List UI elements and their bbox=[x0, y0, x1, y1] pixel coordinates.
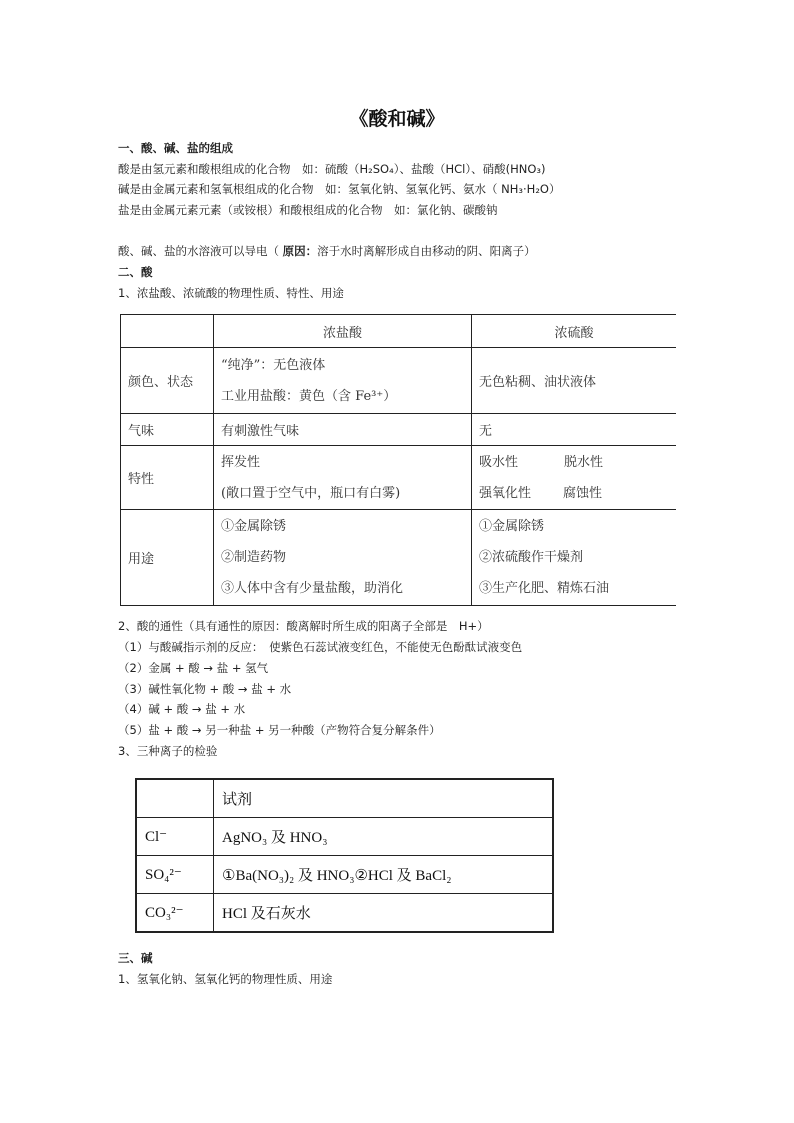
cell-text-line bbox=[479, 478, 669, 509]
acid-property-2: （2）金属 + 酸 → 盐 + 氢气 bbox=[118, 661, 269, 675]
cell-text: ①金属除锈 bbox=[221, 519, 287, 534]
table-row bbox=[121, 446, 677, 510]
header-cell-empty bbox=[121, 315, 214, 348]
section2-heading: 二、酸 bbox=[118, 265, 153, 279]
cell-text: ③人体中含有少量盐酸，助消化 bbox=[221, 581, 404, 596]
acid-property-5: （5）盐 + 酸 → 另一种盐 + 另一种酸（产物符合复分解条件） bbox=[118, 723, 441, 737]
ion-cell: CO₃²⁻ bbox=[136, 894, 214, 933]
hcl-cell bbox=[214, 510, 472, 606]
cell-text: 无色粘稠、油状液体 bbox=[479, 375, 597, 390]
table-header-row bbox=[136, 779, 553, 818]
cell-text-line bbox=[479, 447, 669, 478]
h2so4-cell bbox=[472, 510, 677, 606]
row-label: 用途 bbox=[121, 510, 214, 606]
section3-sub1: 1、氢氧化钠、氢氧化钙的物理性质、用途 bbox=[118, 972, 333, 986]
acid-definition: 酸是由氢元素和酸根组成的化合物 如：硫酸（H₂SO₄）、盐酸（HCl）、硝酸(HNO₃) bbox=[118, 162, 546, 176]
cell-text: ①金属除锈 bbox=[479, 519, 545, 534]
cell-text: “纯净”：无色液体 bbox=[221, 357, 326, 373]
section1-heading: 一、酸、碱、盐的组成 bbox=[118, 141, 233, 155]
base-definition: 碱是由金属元素和氢氧根组成的化合物 如：氢氧化钠、氢氧化钙、氨水（ NH₃·H₂O） bbox=[118, 182, 561, 196]
table-row bbox=[121, 414, 677, 446]
section2-sub3: 3、三种离子的检验 bbox=[118, 744, 218, 758]
cell-text: ②浓硫酸作干燥剂 bbox=[479, 550, 584, 565]
ion-cell: SO₄²⁻ bbox=[136, 856, 214, 894]
hcl-cell bbox=[214, 348, 472, 414]
cell-text: 脱水性 bbox=[564, 454, 604, 470]
cell-text: ②制造药物 bbox=[221, 550, 287, 565]
section2-sub1: 1、浓盐酸、浓硫酸的物理性质、特性、用途 bbox=[118, 286, 344, 300]
acid-property-4: （4）碱 + 酸 → 盐 + 水 bbox=[118, 702, 246, 716]
h2so4-cell bbox=[472, 446, 677, 510]
cell-text: 工业用盐酸：黄色（含 Fe³⁺） bbox=[221, 388, 397, 404]
salt-definition: 盐是由金属元素元素（或铵根）和酸根组成的化合物 如：氯化钠、碳酸钠 bbox=[118, 203, 498, 217]
header-cell-h2so4: 浓硫酸 bbox=[472, 315, 677, 348]
acid-property-1: （1）与酸碱指示剂的反应： 使紫色石蕊试液变红色，不能使无色酚酞试液变色 bbox=[118, 640, 523, 654]
conductivity-prefix: 酸、碱、盐的水溶液可以导电（ bbox=[118, 244, 283, 258]
hcl-cell bbox=[214, 446, 472, 510]
section2-sub2: 2、酸的通性（具有通性的原因：酸离解时所生成的阳离子全部是 H+） bbox=[118, 619, 489, 633]
table-row bbox=[136, 894, 553, 933]
cell-text: ③生产化肥、精炼石油 bbox=[479, 581, 610, 596]
table-row bbox=[121, 510, 677, 606]
page-title: 《酸和碱》 bbox=[349, 108, 445, 130]
table-header-row bbox=[121, 315, 677, 348]
table-row bbox=[136, 818, 553, 856]
section3-heading: 三、碱 bbox=[118, 951, 153, 965]
row-label: 特性 bbox=[121, 446, 214, 510]
acid-properties-table bbox=[120, 314, 676, 606]
reagent-cell: AgNO₃ 及 HNO₃ bbox=[214, 818, 554, 856]
table-row bbox=[136, 856, 553, 894]
header-cell-reagent: 试剂 bbox=[214, 779, 554, 818]
cell-text: 挥发性 bbox=[221, 454, 261, 470]
table-row bbox=[121, 348, 677, 414]
conductivity-reason-label: 原因： bbox=[282, 244, 318, 258]
cell-text: 强氧化性 bbox=[479, 485, 532, 501]
header-cell-hcl: 浓盐酸 bbox=[214, 315, 472, 348]
conductivity-suffix: 溶于水时离解形成自由移动的阴、阳离子） bbox=[317, 244, 536, 258]
header-cell-empty bbox=[136, 779, 214, 818]
reagent-cell: HCl 及石灰水 bbox=[214, 894, 554, 933]
hcl-cell: 有刺激性气味 bbox=[214, 414, 472, 446]
cell-text: (敞口置于空气中，瓶口有白雾) bbox=[221, 485, 401, 501]
cell-text: 腐蚀性 bbox=[563, 485, 603, 501]
reagent-cell: ①Ba(NO₃)₂ 及 HNO₃②HCl 及 BaCl₂ bbox=[214, 856, 554, 894]
ion-test-table bbox=[135, 778, 554, 933]
h2so4-cell: 无 bbox=[472, 414, 677, 446]
h2so4-cell bbox=[472, 348, 677, 414]
row-label: 颜色、状态 bbox=[121, 348, 214, 414]
cell-text: 吸水性 bbox=[479, 454, 519, 470]
acid-property-3: （3）碱性氧化物 + 酸 → 盐 + 水 bbox=[118, 682, 292, 696]
conductivity-note bbox=[118, 243, 536, 259]
ion-cell: Cl⁻ bbox=[136, 818, 214, 856]
row-label: 气味 bbox=[121, 414, 214, 446]
